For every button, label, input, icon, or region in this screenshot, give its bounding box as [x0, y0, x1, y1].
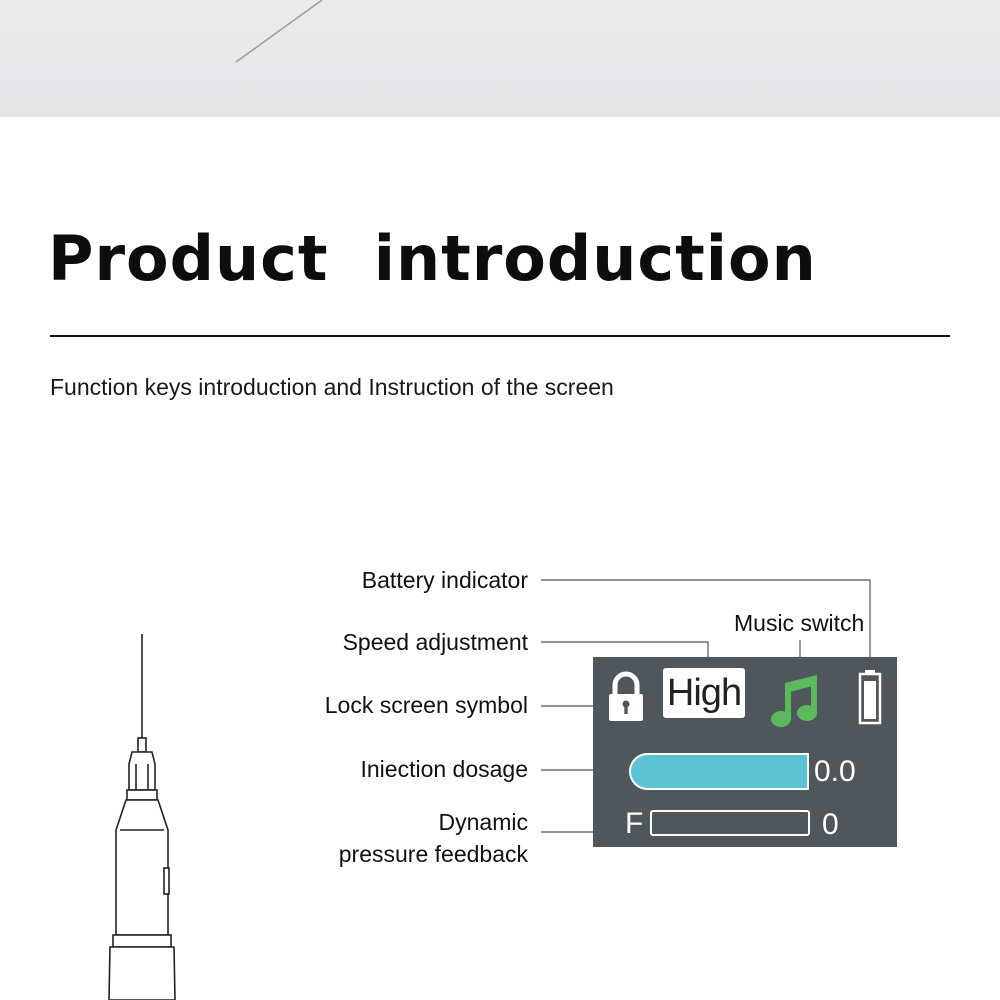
device-screen	[593, 657, 897, 847]
injection-dosage-value: 0.0	[814, 755, 856, 788]
callout-lock-screen-symbol: Lock screen symbol	[324, 692, 528, 718]
title-divider	[50, 335, 950, 337]
battery-icon	[857, 669, 883, 725]
callout-battery-indicator: Battery indicator	[361, 567, 528, 593]
header-banner	[0, 0, 1000, 117]
callout-pressure-feedback	[339, 806, 528, 870]
pressure-feedback-bar	[650, 810, 810, 836]
pressure-f-label: F	[625, 807, 644, 840]
injector-pen-illustration	[0, 620, 300, 1000]
speed-value-display[interactable]: High	[663, 668, 745, 718]
page-title: Product introduction	[48, 222, 817, 295]
callout-pressure-line2: pressure feedback	[338, 841, 528, 867]
injection-dosage-bar	[629, 753, 809, 790]
music-note-icon[interactable]	[769, 671, 821, 729]
pressure-feedback-value: 0	[822, 808, 839, 841]
page-subtitle: Function keys introduction and Instruction of the screen	[50, 374, 614, 400]
callout-pressure-line1: Dynamic	[438, 809, 528, 835]
callout-injection-dosage: Iniection dosage	[360, 756, 528, 782]
callout-speed-adjustment: Speed adjustment	[342, 629, 528, 655]
lock-icon	[607, 671, 645, 723]
callout-music-switch: Music switch	[734, 610, 865, 636]
needle-line	[0, 0, 1000, 117]
